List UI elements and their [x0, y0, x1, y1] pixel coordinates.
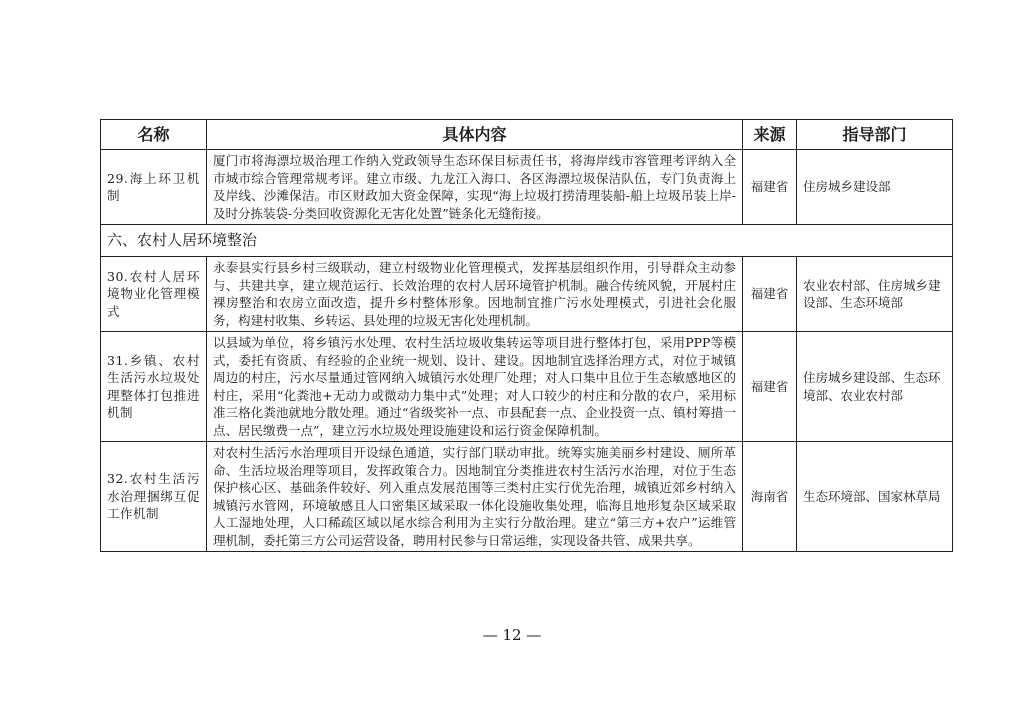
row-name: 31.乡镇、农村生活污水垃圾处理整体打包推进机制 — [101, 332, 207, 442]
header-source: 来源 — [743, 120, 797, 150]
row-source: 福建省 — [743, 332, 797, 442]
measures-table — [100, 119, 953, 552]
row-content: 以县域为单位，将乡镇污水处理、农村生活垃圾收集转运等项目进行整体打包，采用PPP等模式，委托有资质、有经验的企业统一规划、设计、建设。因地制宜选择治理方式，对位于城镇周边的村庄，污水尽量通过管网纳入城镇污水处理厂处理；对人口集中且位于生态敏感地区的村庄，采用“化粪池+无动力或微动力集中式”处理；对人口较少的村庄和分散的农户，采用标准三格化粪池就地分散处理。通过“省级奖补一点、市县配套一点、企业投资一点、镇村筹措一点、居民缴费一点”，建立污水垃圾处理设施建设和运行资金保障机制。 — [207, 332, 743, 442]
header-content: 具体内容 — [207, 120, 743, 150]
row-content: 永泰县实行县乡村三级联动，建立村级物业化管理模式，发挥基层组织作用，引导群众主动参与、共建共享，建立规范运行、长效治理的农村人居环境管护机制。融合传统风貌，开展村庄裸房整治和农房立面改造，提升乡村整体形象。因地制宜推广污水处理模式，引进社会化服务，构建村收集、乡转运、县处理的垃圾无害化处理机制。 — [207, 257, 743, 332]
row-name: 30.农村人居环境物业化管理模式 — [101, 257, 207, 332]
row-name: 32.农村生活污水治理捆绑互促工作机制 — [101, 442, 207, 552]
row-source: 福建省 — [743, 150, 797, 225]
header-dept: 指导部门 — [797, 120, 953, 150]
row-dept: 住房城乡建设部、生态环境部、农业农村部 — [797, 332, 953, 442]
row-source: 海南省 — [743, 442, 797, 552]
row-dept: 住房城乡建设部 — [797, 150, 953, 225]
row-source: 福建省 — [743, 257, 797, 332]
row-dept: 生态环境部、国家林草局 — [797, 442, 953, 552]
section-row — [101, 225, 953, 257]
row-content: 对农村生活污水治理项目开设绿色通道，实行部门联动审批。统筹实施美丽乡村建设、厕所革命、生活垃圾治理等项目，发挥政策合力。因地制宜分类推进农村生活污水治理，对位于生态保护核心区、基础条件较好、列入重点发展范围等三类村庄实行优先治理，城镇近郊乡村纳入城镇污水管网，环境敏感且人口密集区域采取一体化设施收集处理，临海且地形复杂区域采取人工湿地处理，人口稀疏区域以尾水综合利用为主实行分散治理。建立“第三方+农户”运维管理机制，委托第三方公司运营设备，聘用村民参与日常运维，实现设备共管、成果共享。 — [207, 442, 743, 552]
section-heading: 六、农村人居环境整治 — [101, 225, 953, 257]
table-row — [101, 332, 953, 442]
header-name: 名称 — [101, 120, 207, 150]
table-row — [101, 442, 953, 552]
table-row — [101, 150, 953, 225]
row-content: 厦门市将海漂垃圾治理工作纳入党政领导生态环保目标责任书，将海岸线市容管理考评纳入全市城市综合管理常规考评。建立市级、九龙江入海口、各区海漂垃圾保洁队伍，专门负责海上及岸线、沙滩保洁。市区财政加大资金保障，实现“海上垃圾打捞清理装船-船上垃圾吊装上岸-及时分拣装袋-分类回收资源化无害化处置”链条化无缝衔接。 — [207, 150, 743, 225]
row-name: 29.海上环卫机制 — [101, 150, 207, 225]
table-row — [101, 257, 953, 332]
page-number: — 12 — — [482, 626, 542, 644]
table-header-row — [101, 120, 953, 150]
row-dept: 农业农村部、住房城乡建设部、生态环境部 — [797, 257, 953, 332]
